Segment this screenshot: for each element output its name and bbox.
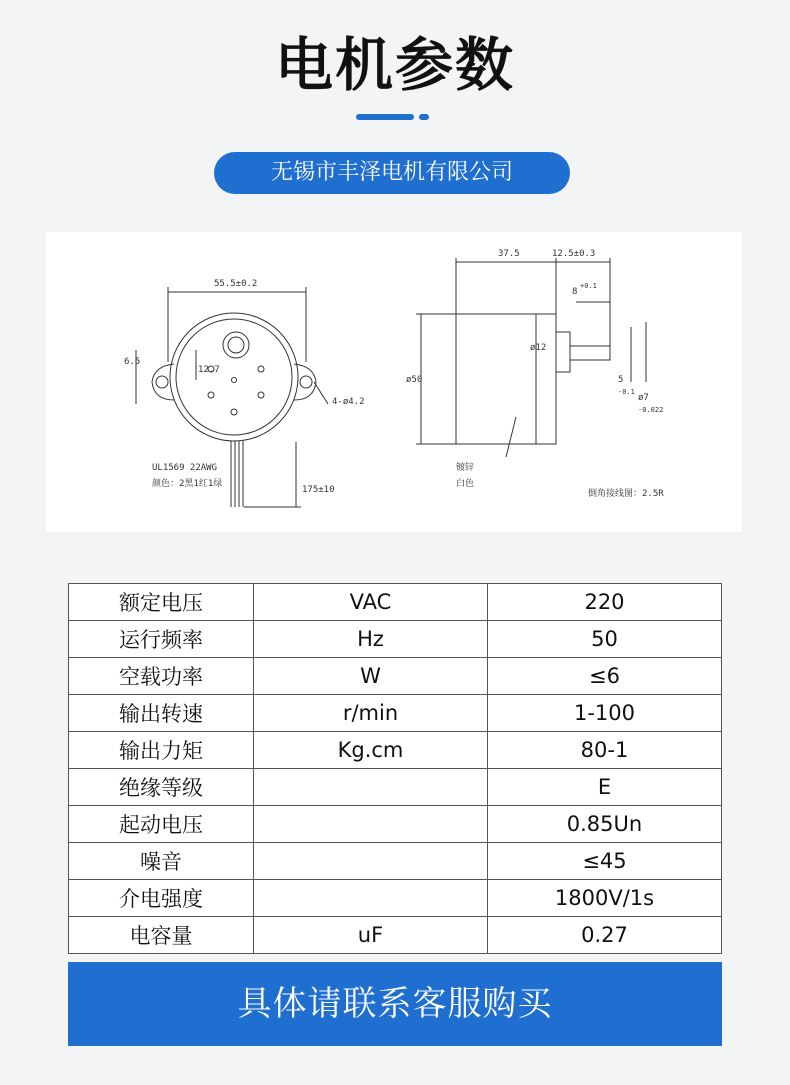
side-shaft xyxy=(570,346,610,360)
table-row xyxy=(69,806,722,843)
dim-shaft-od-label: ø7 xyxy=(638,393,649,403)
shaft-boss xyxy=(223,332,249,358)
dim-mount-label: 4-ø4.2 xyxy=(332,397,365,407)
dim-shaft-d-tol-label: -0.1 xyxy=(618,388,635,396)
wire-label: UL1569 22AWG xyxy=(152,463,218,473)
unit-cell xyxy=(254,769,488,806)
value-cell: ≤45 xyxy=(488,843,722,880)
unit-cell: Hz xyxy=(254,621,488,658)
param-name-cell: 运行频率 xyxy=(69,621,254,658)
table-row xyxy=(69,769,722,806)
value-cell: ≤6 xyxy=(488,658,722,695)
dim-shaft-od-tol-label: -0.022 xyxy=(638,406,664,414)
dim-body-label: ø50 xyxy=(406,375,423,385)
table-row xyxy=(69,732,722,769)
color-note-label: 白色 xyxy=(456,479,475,489)
dim-depth-label: 37.5 xyxy=(498,249,520,259)
title-underline xyxy=(356,114,414,120)
dim-shaft-len-label: 12.5±0.3 xyxy=(552,249,596,259)
dim-flat-tol-label: +0.1 xyxy=(580,282,597,290)
drawing-svg xyxy=(46,232,742,532)
dim-left-label: 6.5 xyxy=(124,357,141,367)
unit-cell: r/min xyxy=(254,695,488,732)
mount-hole-right xyxy=(300,376,312,388)
dim-hole-label: 12.7 xyxy=(198,365,220,375)
param-name-cell: 额定电压 xyxy=(69,584,254,621)
value-cell: 220 xyxy=(488,584,722,621)
unit-cell xyxy=(254,806,488,843)
unit-cell: uF xyxy=(254,917,488,954)
radius-note-label: 倒角接线图：2.5R xyxy=(588,489,664,499)
spec-table xyxy=(68,583,722,954)
dim-flat-label: 8 xyxy=(572,287,578,297)
value-cell: E xyxy=(488,769,722,806)
table-row xyxy=(69,880,722,917)
value-cell: 1800V/1s xyxy=(488,880,722,917)
param-name-cell: 空载功率 xyxy=(69,658,254,695)
table-row xyxy=(69,584,722,621)
table-row xyxy=(69,658,722,695)
technical-drawing xyxy=(46,232,742,532)
side-view-body xyxy=(456,314,556,444)
unit-cell: W xyxy=(254,658,488,695)
unit-cell xyxy=(254,843,488,880)
unit-cell xyxy=(254,880,488,917)
shaft xyxy=(228,337,244,353)
param-name-cell: 噪音 xyxy=(69,843,254,880)
dim-boss-label: ø12 xyxy=(530,343,547,353)
param-name-cell: 绝缘等级 xyxy=(69,769,254,806)
table-row xyxy=(69,917,722,954)
unit-cell: VAC xyxy=(254,584,488,621)
value-cell: 0.85Un xyxy=(488,806,722,843)
param-name-cell: 起动电压 xyxy=(69,806,254,843)
contact-banner: 具体请联系客服购买 xyxy=(68,962,722,1046)
value-cell: 1-100 xyxy=(488,695,722,732)
value-cell: 80-1 xyxy=(488,732,722,769)
wire-colors-label: 颜色：2黑1红1绿 xyxy=(152,479,223,489)
page-title: 电机参数 xyxy=(274,31,515,99)
title-underline-dot xyxy=(419,114,429,120)
param-name-cell: 电容量 xyxy=(69,917,254,954)
param-name-cell: 输出转速 xyxy=(69,695,254,732)
wire-length-label: 175±10 xyxy=(302,485,335,495)
param-name-cell: 介电强度 xyxy=(69,880,254,917)
unit-cell: Kg.cm xyxy=(254,732,488,769)
dim-width-label: 55.5±0.2 xyxy=(214,279,258,289)
company-banner: 无锡市丰泽电机有限公司 xyxy=(214,152,570,194)
mount-hole-left xyxy=(156,376,168,388)
table-row xyxy=(69,695,722,732)
material-label: 镀锌 xyxy=(456,463,475,473)
value-cell: 0.27 xyxy=(488,917,722,954)
param-name-cell: 输出力矩 xyxy=(69,732,254,769)
value-cell: 50 xyxy=(488,621,722,658)
table-row xyxy=(69,621,722,658)
table-row xyxy=(69,843,722,880)
dim-shaft-d-label: 5 xyxy=(618,375,624,385)
